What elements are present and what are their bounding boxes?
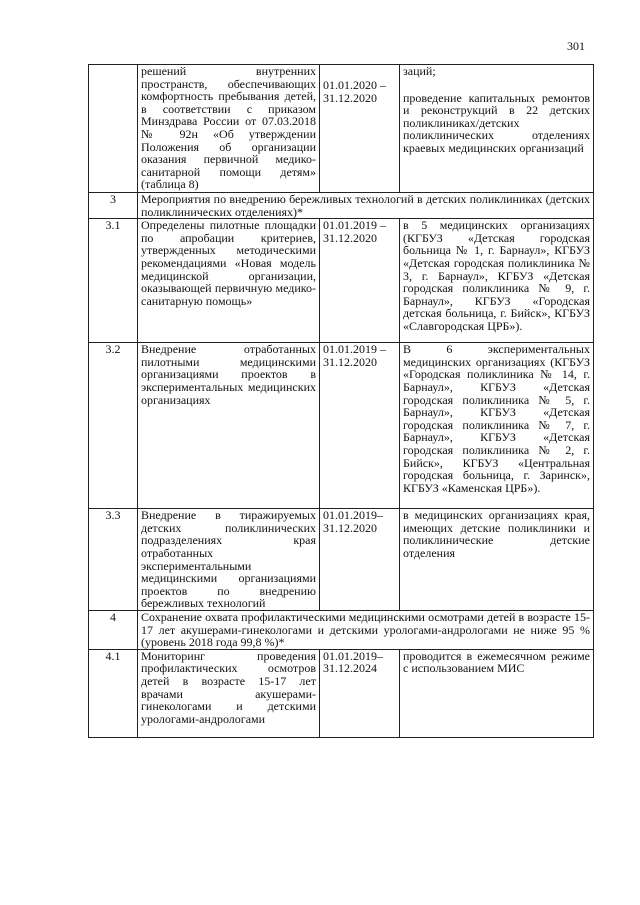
- table-row: [89, 219, 594, 343]
- row-number: 4.1: [89, 649, 138, 737]
- table-row: [89, 509, 594, 611]
- section-number: 4: [89, 610, 138, 649]
- measure-result: проводится в ежемесячном режиме с использованием МИС: [400, 649, 594, 737]
- page-number: 301: [567, 39, 585, 53]
- row-number: 3.3: [89, 509, 138, 611]
- section-row: [89, 193, 594, 219]
- measure-dates: 01.01.2019 – 31.12.2020: [320, 343, 400, 509]
- measures-table: [88, 64, 594, 738]
- measure-result: В 6 экспериментальных медицинских организациях (КГБУЗ «Городская поликлиника № 14, г. Барнаул», КГБУЗ «Детская городская поликлиника № 5, г. Барнаул», КГБУЗ «Детская городская поликлиника № 7, г. Барнаул», КГБУЗ «Детская городская поликлиника № 2, г. Бийск», КГБУЗ «Центральная городская больница, г. Заринск», КГБУЗ «Каменская ЦРБ»).: [400, 343, 594, 509]
- measure-description: Определены пилотные площадки по апробации критериев, утвержденных методическими рекомендациями «Новая модель медицинской организации, оказывающей первичную медико-санитарную помощь»: [138, 219, 320, 343]
- row-number: 3.2: [89, 343, 138, 509]
- table-row: [89, 65, 594, 193]
- row-number: [89, 65, 138, 193]
- section-title: Мероприятия по внедрению бережливых технологий в детских поликлиниках (детских поликлинических отделениях)*: [138, 193, 594, 219]
- measure-result: в 5 медицинских организациях (КГБУЗ «Детская городская больница № 1, г. Барнаул», КГБУЗ «Детская городская поликлиника № 3, г. Барнаул», КГБУЗ «Детская городская поликлиника № 9, г. Барнаул», КГБУЗ «Городская детская больница, г. Бийск», КГБУЗ «Славгородская ЦРБ»).: [400, 219, 594, 343]
- table-row: [89, 649, 594, 737]
- measure-description: Внедрение в тиражируемых детских поликлинических подразделениях края отработанных экспериментальными медицинскими организациями проектов по внедрению бережливых технологий: [138, 509, 320, 611]
- measure-dates: 01.01.2019– 31.12.2020: [320, 509, 400, 611]
- measure-dates: 01.01.2019– 31.12.2024: [320, 649, 400, 737]
- measure-dates: 01.01.2019 – 31.12.2020: [320, 219, 400, 343]
- row-number: 3.1: [89, 219, 138, 343]
- dates-text: 01.01.2020 – 31.12.2020: [323, 78, 386, 105]
- section-title: Сохранение охвата профилактическими медицинскими осмотрами детей в возрасте 15-17 лет акушерами-гинекологами и детскими урологами-андрологами не ниже 95 % (уровень 2018 года 99,8 %)*: [138, 610, 594, 649]
- measure-result: [400, 65, 594, 193]
- section-row: [89, 610, 594, 649]
- measure-description: Внедрение отработанных пилотными медицинскими организациями проектов в экспериментальных медицинских организациях: [138, 343, 320, 509]
- result-continuation: заций;: [403, 64, 436, 78]
- table-row: [89, 343, 594, 509]
- result-text: проведение капитальных ремонтов и реконструкций в 22 детских поликлиниках/детских поликлинических отделениях краевых медицинских организаций: [403, 90, 590, 155]
- measure-result: в медицинских организациях края, имеющих детские поликлиники и поликлинические детские отделения: [400, 509, 594, 611]
- measure-dates: [320, 65, 400, 193]
- measure-description: решений внутренних пространств, обеспечивающих комфортность пребывания детей, в соответствии с приказом Минздрава России от 07.03.2018 № 92н «Об утверждении Положения об организации оказания первичной медико-санитарной помощи детям» (таблица 8): [138, 65, 320, 193]
- measure-description: Мониторинг проведения профилактических осмотров детей в возрасте 15-17 лет врачами акушерами-гинекологами и детскими урологами-андрологами: [138, 649, 320, 737]
- section-number: 3: [89, 193, 138, 219]
